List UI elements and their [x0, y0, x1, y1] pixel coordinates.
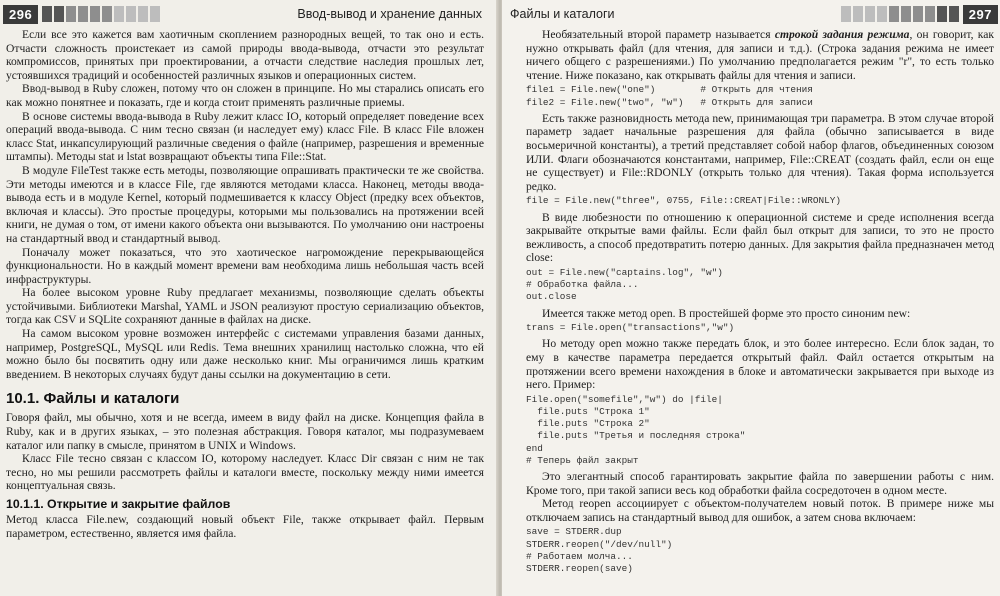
- paragraph: Это элегантный способ гарантировать закрытие файла по завершении работы с ним. Кроме того, при такой записи весь код обработки файла сосредоточен в одном месте.: [526, 469, 994, 497]
- header-decoration-blocks: [841, 6, 959, 22]
- paragraph: Но методу open можно также передать блок, и это более интересно. Если блок задан, то ему в качестве параметра передается открытый файл. Файл остается открытым на протяжении всего времени нахождения в блоке и автоматически закрывается при выходе из него. Пример:: [526, 337, 994, 392]
- right-page-header: [510, 3, 998, 25]
- left-page-number: 296: [3, 5, 38, 24]
- right-page: [502, 0, 1000, 596]
- paragraph: Говоря файл, мы обычно, хотя и не всегда, имеем в виду файл на диске. Концепция файла в Ruby, как и в других языках, – это полезная абстракция. Говоря каталог, мы подразумеваем каталог или папку в смысле, принятом в UNIX и Windows.: [6, 411, 484, 452]
- code-block: save = STDERR.dup STDERR.reopen("/dev/null") # Работаем молча... STDERR.reopen(save): [526, 526, 673, 574]
- term-emphasis: строкой задания режима: [774, 28, 910, 41]
- subsection-heading: 10.1.1. Открытие и закрытие файлов: [6, 497, 231, 511]
- header-decoration-blocks: [42, 6, 160, 22]
- right-page-body: [526, 28, 994, 578]
- paragraph: Класс File тесно связан с классом IO, которому наследует. Класс Dir связан с ним не так тесно, но мы решили рассмотреть файлы и каталоги вместе, поскольку между ними имеется концептуальная связь.: [6, 452, 484, 493]
- paragraph: На более высоком уровне Ruby предлагает механизмы, позволяющие сделать объекты устойчивыми. Библиотеки Marshal, YAML и JSON реализуют простую сериализацию объектов, тогда как CSV и SQLite сохраняют данные в файлах на диске.: [6, 286, 484, 327]
- code-block: file1 = File.new("one") # Открыть для чтения file2 = File.new("two", "w") # Открыть для записи: [526, 84, 813, 108]
- paragraph: Ввод-вывод в Ruby сложен, потому что он сложен в принципе. Но мы старались описать его как можно понятнее и показать, где и когда стоит применять различные приемы.: [6, 82, 484, 109]
- code-block: out = File.new("captains.log", "w") # Обработка файла... out.close: [526, 266, 723, 303]
- left-page: [0, 0, 498, 596]
- left-page-body: [6, 28, 484, 540]
- paragraph: В модуле FileTest также есть методы, позволяющие опрашивать практически те же свойства. Эти методы имеются и в классе File, где являются методами класса. Наконец, методы ввода-вывода есть и в модуле Kernel, который подмешивается к классу Object (предку всех объектов, включая и классы). Это простые процедуры, которыми мы пользовались на протяжении всей книги, не думая о том, от имени какого объекта они вызываются. По умолчанию они настроены на стандартный ввод и стандартный вывод.: [6, 163, 484, 245]
- paragraph: Если все это кажется вам хаотичным скоплением разнородных вещей, то так оно и есть. Отчасти сложность проистекает из самой природы ввода-вывода, отчасти это результат компромиссов, принятых при проектировании, а отчасти следствие наследия прошлых лет, устоявшихся традиций и особенностей различных языков и операционных систем.: [6, 28, 484, 82]
- code-block: File.open("somefile","w") do |file| file.puts "Строка 1" file.puts "Строка 2" file.puts "Третья и последняя строка" end # Теперь файл закрыт: [526, 393, 746, 466]
- paragraph: Необязательный второй параметр называется строкой задания режима, он говорит, как нужно открывать файл (для чтения, для записи и т.д.). (Строка задания режима не имеет ничего общего с разрешениями.) По умолчанию предполагается режим "r", то есть только чтение. Ниже показано, как открывать файлы для чтения и записи.: [526, 28, 994, 82]
- paragraph: Имеется также метод open. В простейшей форме это просто синоним new:: [542, 306, 911, 320]
- paragraph: Метод класса File.new, создающий новый объект File, также открывает файл. Первым параметром, естественно, является имя файла.: [6, 513, 484, 540]
- paragraph: Метод reopen ассоциирует с объектом-получателем новый поток. В примере ниже мы отключаем запись на стандартный вывод для ошибок, а затем снова включаем:: [526, 497, 994, 524]
- left-running-title: Ввод-вывод и хранение данных: [297, 7, 482, 21]
- paragraph: Есть также разновидность метода new, принимающая три параметра. В этом случае второй параметр задает начальные разрешения для файла (обычно записывается в виде восьмеричной константы), а третий представляет собой набор флагов, объединенных союзом ИЛИ. Флаги обозначаются константами, например, File::CREAT (создать файл, если он еще не существует) и File::RDONLY (открыть только для чтения). Такая форма используется редко.: [526, 111, 994, 193]
- right-page-number: 297: [963, 5, 998, 24]
- right-running-title: Файлы и каталоги: [510, 7, 615, 21]
- code-block: trans = File.open("transactions","w"): [526, 322, 735, 334]
- code-block: file = File.new("three", 0755, File::CREAT|File::WRONLY): [526, 195, 842, 207]
- left-page-header: [3, 3, 492, 25]
- paragraph: На самом высоком уровне возможен интерфейс с системами управления базами данных, например, PostgreSQL, MySQL или Redis. Тема внешних хранилищ настолько сложна, что ей можно было бы посвятить одну или даже несколько книг. Мы ограничимся лишь кратким введением. В некоторых случаях будут даны ссылки на документацию в сети.: [6, 327, 484, 381]
- paragraph: В виде любезности по отношению к операционной системе и среде исполнения всегда закрывайте открытые вами файлы. Если файл был открыт для записи, то это не просто вежливость, а способ предотвратить потерю данных. Для закрытия файла предназначен метод close:: [526, 210, 994, 265]
- section-heading: 10.1. Файлы и каталоги: [6, 390, 180, 408]
- paragraph: Поначалу может показаться, что это хаотическое нагромождение перекрывающейся функциональности. Но в каждый момент времени вам необходима лишь небольшая часть всей инфраструктуры.: [6, 245, 484, 286]
- paragraph: В основе системы ввода-вывода в Ruby лежит класс IO, который определяет поведение всех операций ввода-вывода. С ним тесно связан (и наследует ему) класс File. В класс File вложен класс Stat, инкапсулирующий различные сведения о файле (например, разрешения и временные штампы). Методы stat и lstat возвращают объекты типа File::Stat.: [6, 109, 484, 164]
